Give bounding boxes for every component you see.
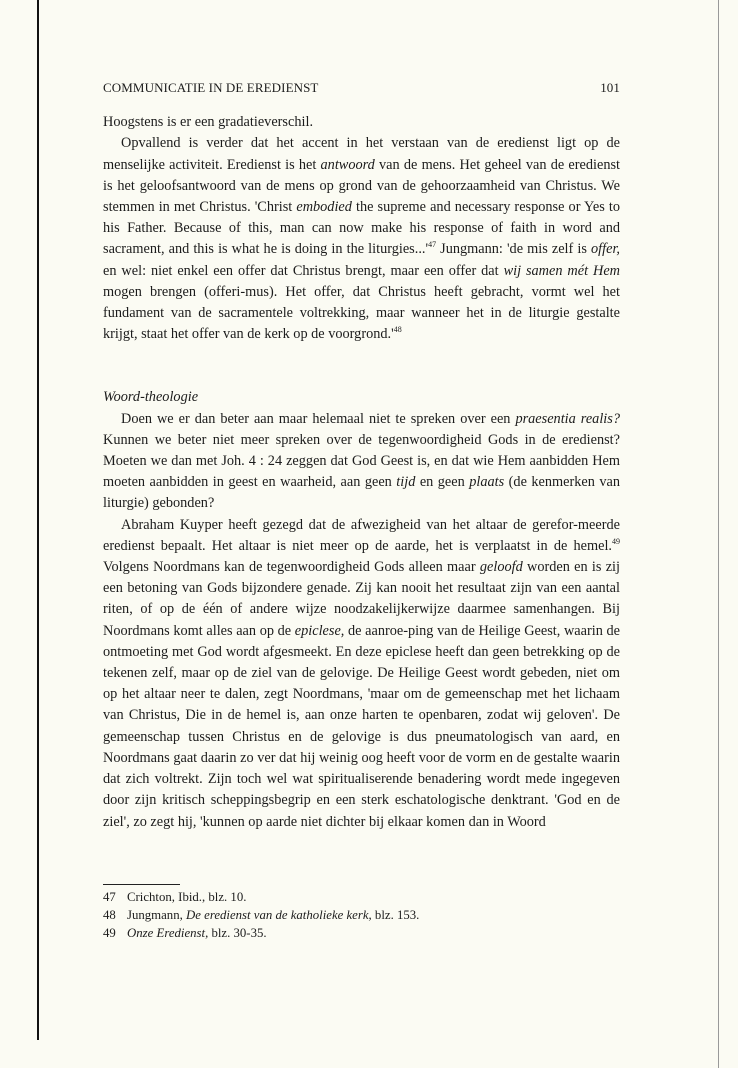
footnote-ref-48: 48 xyxy=(393,325,402,335)
paragraph-1: Hoogstens is er een gradatieverschil. xyxy=(103,114,314,131)
paragraph-2: Opvallend is verder dat het accent in het verstaan van de eredienst ligt op de menselijke activiteit. Eredienst is het antwoord van de mens. Het geheel van de eredienst is het geloofsantwoord van de mens op grond van de gehoorzaamheid van Christus. We stemmen in met Christus. 'Christ embodied the supreme and necessary response or Yes to his Father. Because of this, man can now make his response of faith in word and sacrament, and this is what he is doing in the $liturgies...'^{47}$ Jungmann: 'de mis zelf is offer, en wel: niet enkel een offer dat Christus brengt, maar een offer dat wij samen mét Hem mogen brengen (offeri-mus). Het offer, dat Christus heeft gebracht, vormt wel het fundament van de sacramentele voltrekking, maar wanneer het in de liturgie gestalte krijgt, staat het offer van de kerk op de $voorgrond.'^{48}$ xyxy=(103,135,621,343)
footnotes xyxy=(103,888,620,942)
running-header-title: COMMUNICATIE IN DE EREDIENST xyxy=(103,80,319,95)
page-number: 101 xyxy=(600,80,620,95)
footnote-rule xyxy=(103,884,180,885)
section-heading: Woord-theologie xyxy=(103,389,199,406)
page-edge-left xyxy=(37,0,39,1040)
page-edge-right xyxy=(718,0,719,1068)
footnote-47: 47 Crichton, Ibid., blz. 10. xyxy=(103,890,247,904)
footnote-48: 48 Jungmann, De eredienst van de katholieke kerk, blz. 153. xyxy=(103,908,420,922)
paragraph-3: Doen we er dan beter aan maar helemaal niet te spreken over een praesentia realis? Kunnen we beter niet meer spreken over de tegenwoordigheid Gods in de eredienst? Moeten we dan met Joh. 4 : 24 zeggen dat God Geest is, en dat wie Hem aanbidden Hem moeten aanbidden in geest en waarheid, aan geen tijd en geen plaats (de kenmerken van liturgie) gebonden? xyxy=(103,410,620,512)
footnote-ref-49: 49 xyxy=(612,536,620,546)
footnote-ref-47: 47 xyxy=(428,240,437,250)
paragraph-4: Abraham Kuyper heeft gezegd dat de afwezigheid van het altaar de gerefor-meerde eredienst bepaalt. Het altaar is niet meer op de aarde, het is verplaatst in de hemel.$^{49}$ Volgens Noordmans kan de tegenwoordigheid Gods alleen maar geloofd worden en is zij een betoning van Gods bijzondere genade. Zij kan nooit het resultaat zijn van een aantal riten, of op de één of andere wijze noodzakelijkerwijze daarmee samenhangen. Bij Noordmans komt alles aan op de epiclese, de aanroe-ping van de Heilige Geest, waarin de ontmoeting met God wordt afgesmeekt. En deze epiclese heeft dan geen betrekking op de tekenen zelf, maar op de ziel van de gelovige. De Heilige Geest wordt gebeden, niet om op het altaar neer te dalen, zegt Noordmans, 'maar om de gemeenschap met het lichaam van Christus, Die in de hemel is, aan onze harten te openbaren, zodat wij geloven'. De gemeenschap tussen Christus en de gelovige is dus pneumatologisch van aard, en Noordmans gaat daarin zo ver dat hij weinig oog heeft voor de vorm en de gestalte waarin dat zich voltrekt. Zijn toch wel wat spiritualiserende benadering wordt mede ingegeven door zijn kritisch scheppingsbegrip en een sterk eschatologische denktrant. 'God en de ziel', zo zegt hij, 'kunnen op aarde niet dichter bij elkaar komen dan in Woord xyxy=(103,516,620,830)
footnote-49: 49 Onze Eredienst, blz. 30-35. xyxy=(103,926,267,940)
page-body xyxy=(103,77,620,833)
running-header xyxy=(103,77,620,98)
